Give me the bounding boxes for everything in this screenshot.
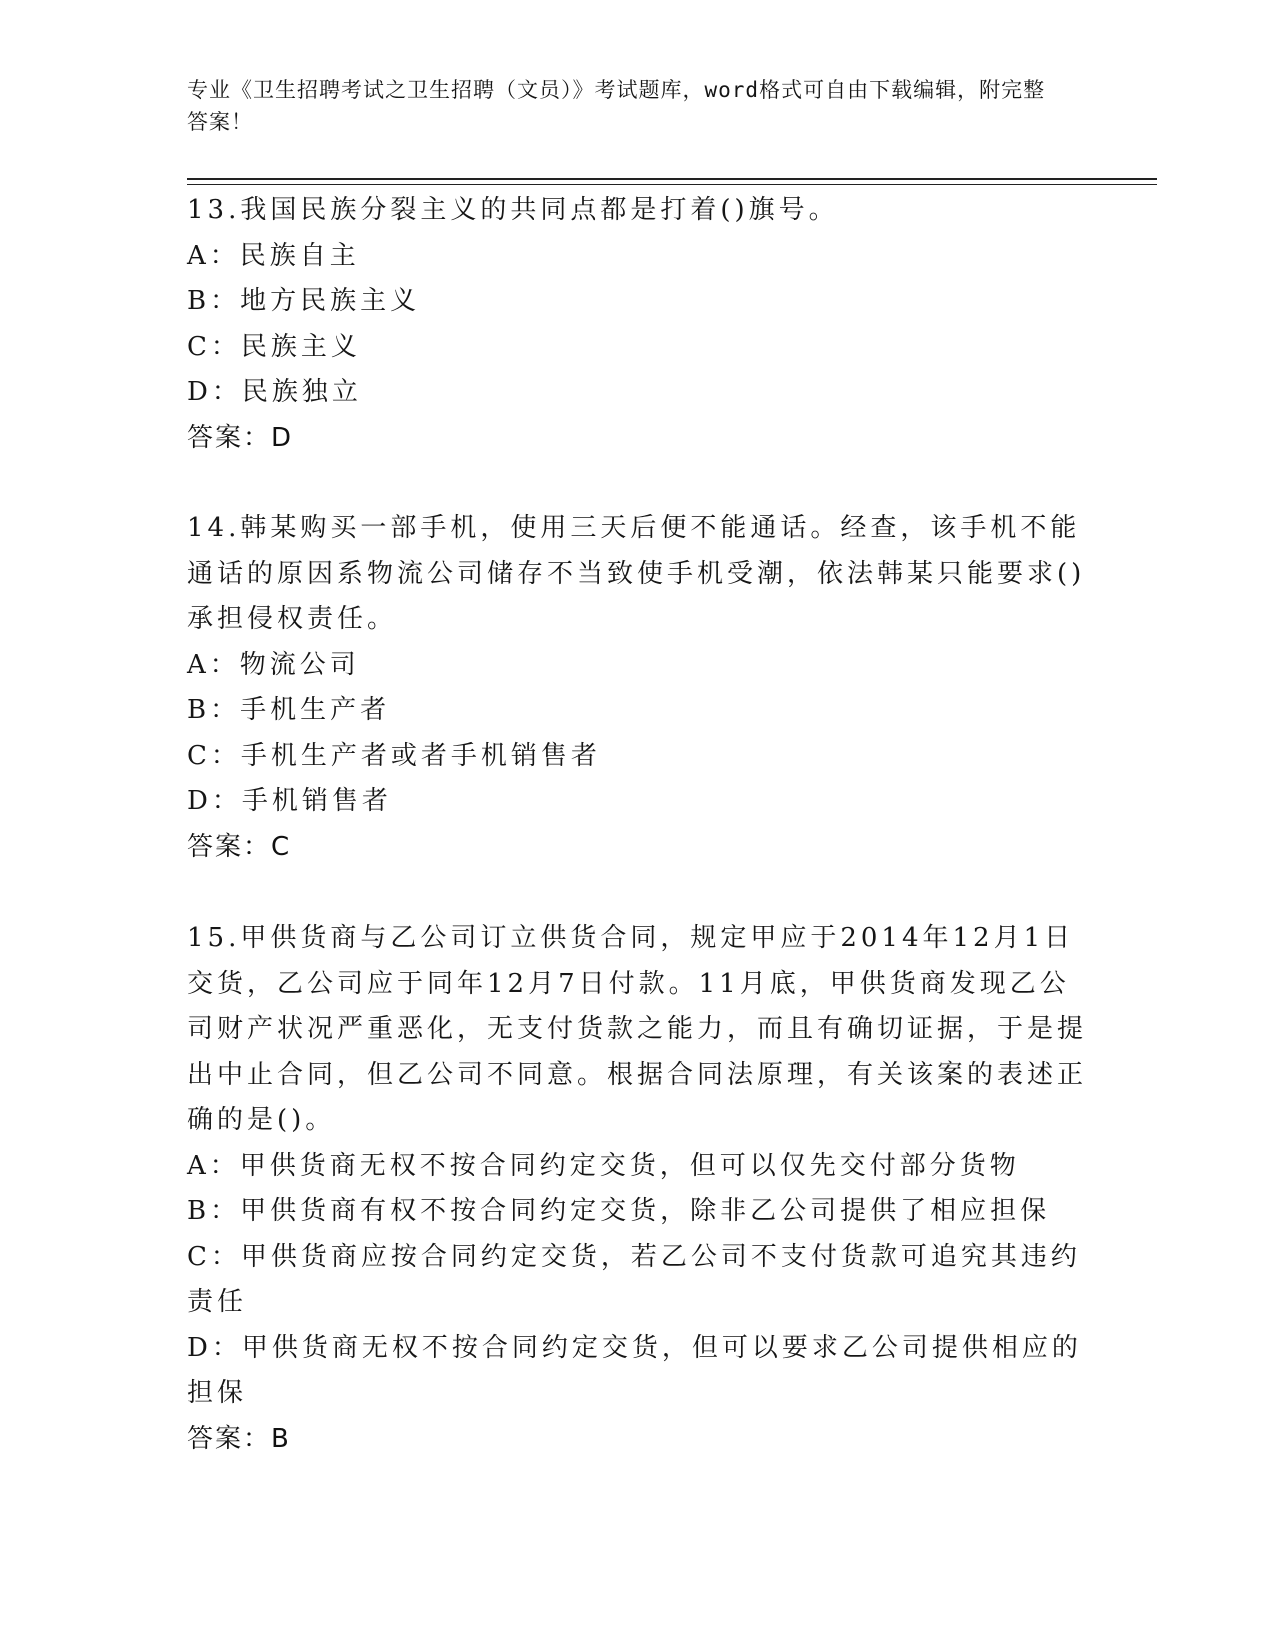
question-stem: 13.我国民族分裂主义的共同点都是打着()旗号。 — [187, 195, 839, 225]
option-a: A：物流公司 — [187, 649, 360, 680]
option-d: D：民族独立 — [187, 377, 362, 407]
option-d: D：甲供货商无权不按合同约定交货，但可以要求乙公司提供相应的担保 — [187, 1332, 1082, 1408]
option-c: C：手机生产者或者手机销售者 — [187, 740, 601, 771]
answer-label: 答案：D — [187, 422, 294, 453]
option-c: C：甲供货商应按合同约定交货，若乙公司不支付货款可追究其违约责任 — [187, 1241, 1081, 1317]
option-b: B：地方民族主义 — [187, 286, 421, 316]
option-a: A：甲供货商无权不按合同约定交货，但可以仅先交付部分货物 — [187, 1150, 1020, 1181]
document-page — [187, 0, 1157, 1650]
document-header: 专业《卫生招聘考试之卫生招聘（文员）》考试题库，word格式可自由下载编辑，附完整答案！ — [187, 78, 1046, 134]
header-divider-thin — [187, 184, 1157, 185]
question-14 — [187, 506, 1087, 870]
option-b: B：甲供货商有权不按合同约定交货，除非乙公司提供了相应担保 — [187, 1196, 1051, 1226]
header-divider-thick — [187, 178, 1157, 180]
option-c: C：民族主义 — [187, 331, 361, 362]
option-b: B：手机生产者 — [187, 695, 391, 725]
question-13 — [187, 188, 1087, 461]
option-d: D：手机销售者 — [187, 786, 392, 816]
answer-label: 答案：B — [187, 1423, 291, 1454]
question-stem: 14.韩某购买一部手机，使用三天后便不能通话。经查，该手机不能通话的原因系物流公司储存不当致使手机受潮，依法韩某只能要求()承担侵权责任。 — [187, 513, 1086, 634]
option-a: A：民族自主 — [187, 240, 360, 271]
question-stem: 15.甲供货商与乙公司订立供货合同，规定甲应于2014年12月1日交货，乙公司应于同年12月7日付款。11月底，甲供货商发现乙公司财产状况严重恶化，无支付货款之能力，而且有确切证据，于是提出中止合同，但乙公司不同意。根据合同法原理，有关该案的表述正确的是()。 — [187, 923, 1088, 1135]
answer-label: 答案：C — [187, 831, 292, 862]
question-15 — [187, 916, 1087, 1462]
